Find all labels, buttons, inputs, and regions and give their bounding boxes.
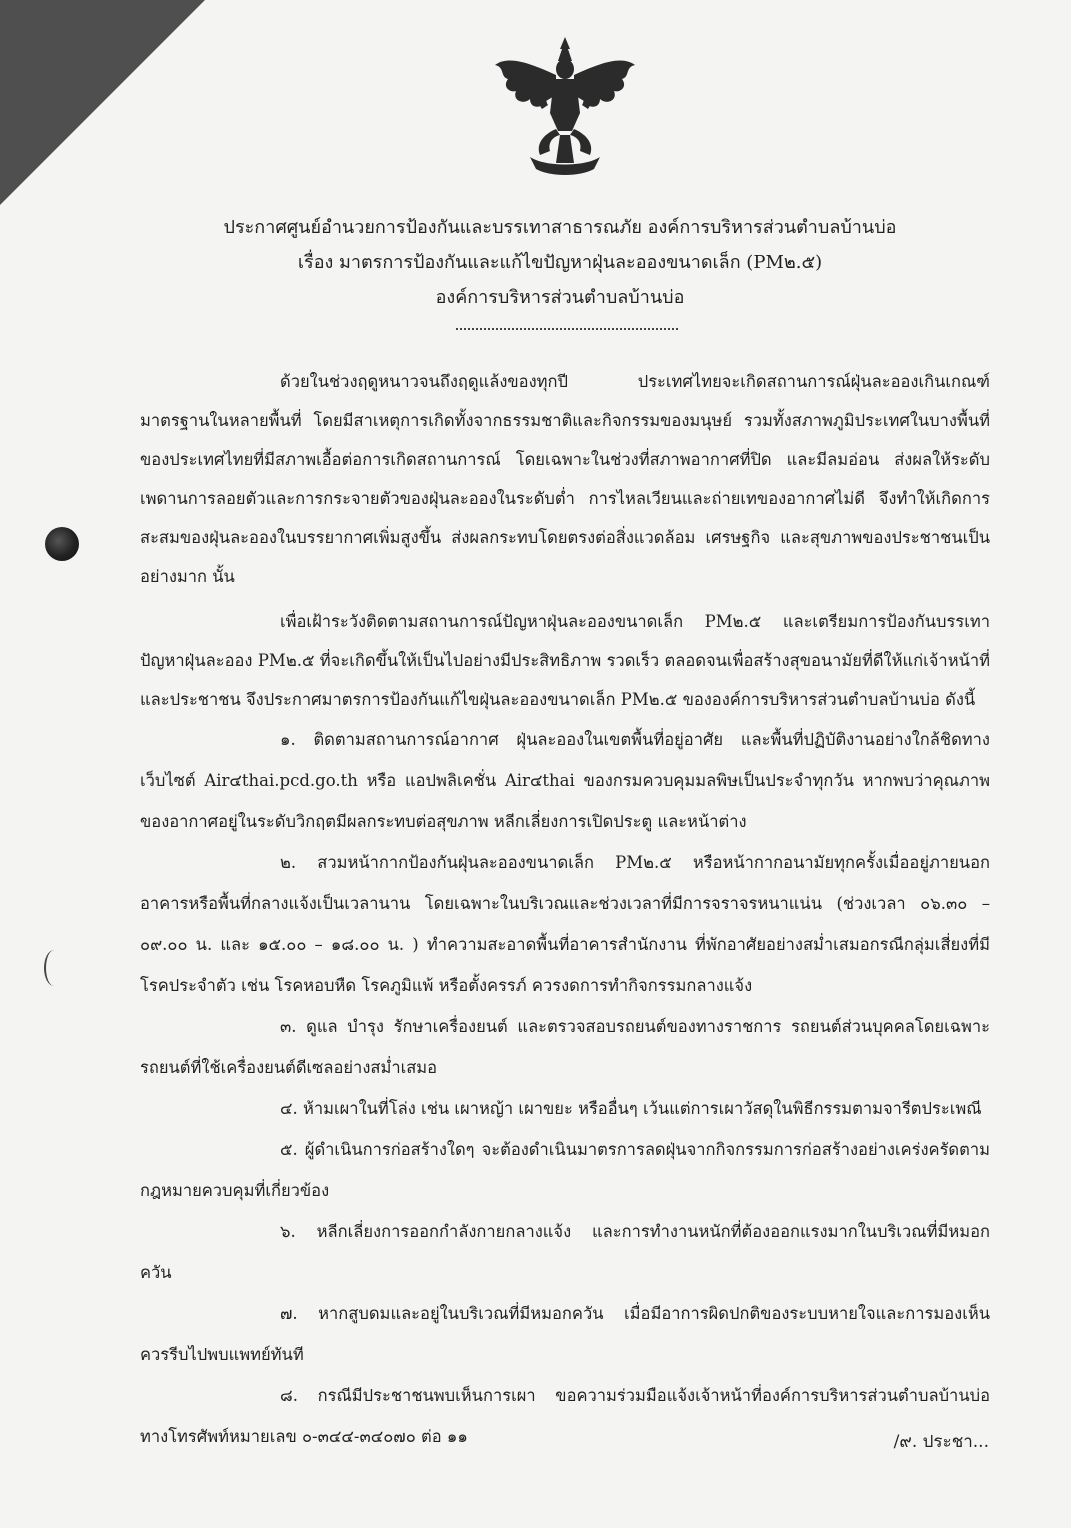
measure-item-6: ๖. หลีกเลี่ยงการออกกำลังกายกลางแจ้ง และการทำงานหนักที่ต้องออกแรงมากในบริเวณที่มีหมอกควัน (140, 1222, 990, 1282)
measure-item-5: ๕. ผู้ดำเนินการก่อสร้างใดๆ จะต้องดำเนินมาตรการลดฝุ่นจากกิจกรรมการก่อสร้างอย่างเคร่งครัดตามกฎหมายควบคุมที่เกี่ยวข้อง (140, 1140, 990, 1200)
announcement-header (130, 210, 990, 315)
header-line-1: ประกาศศูนย์อำนวยการป้องกันและบรรเทาสาธารณภัย องค์การบริหารส่วนตำบลบ้านบ่อ (223, 217, 897, 238)
measure-item-8: ๘. กรณีมีประชาชนพบเห็นการเผา ขอความร่วมมือแจ้งเจ้าหน้าที่องค์การบริหารส่วนตำบลบ้านบ่อ ทางโทรศัพท์หมายเลข ๐-๓๔๔-๓๔๐๗๐ ต่อ ๑๑ (140, 1386, 990, 1446)
measure-item-4: ๔. ห้ามเผาในที่โล่ง เช่น เผาหญ้า เผาขยะ หรืออื่นๆ เว้นแต่การเผาวัสดุในพิธีกรรมตามจารีตประเพณี (280, 1099, 982, 1118)
scan-corner-shadow (0, 0, 205, 205)
measure-item-1: ๑. ติดตามสถานการณ์อากาศ ฝุ่นละอองในเขตพื้นที่อยู่อาศัย และพื้นที่ปฏิบัติงานอย่างใกล้ชิดทางเว็บไซต์ Air๔thai.pcd.go.th หรือ แอปพลิเคชั่น Air๔thai ของกรมควบคุมมลพิษเป็นประจำทุกวัน หากพบว่าคุณภาพของอากาศอยู่ในระดับวิกฤตมีผลกระทบต่อสุขภาพ หลีกเลี่ยงการเปิดประตู และหน้าต่าง (140, 730, 990, 831)
announcement-body (140, 362, 990, 1457)
purpose-paragraph: เพื่อเฝ้าระวังติดตามสถานการณ์ปัญหาฝุ่นละอองขนาดเล็ก PM๒.๕ และเตรียมการป้องกันบรรเทาปัญหาฝุ่นละออง PM๒.๕ ที่จะเกิดขึ้นให้เป็นไปอย่างมีประสิทธิภาพ รวดเร็ว ตลอดจนเพื่อสร้างสุขอนามัยที่ดีให้แก่เจ้าหน้าที่และประชาชน จึงประกาศมาตรการป้องกันแก้ไขฝุ่นละอองขนาดเล็ก PM๒.๕ ขององค์การบริหารส่วนตำบลบ้านบ่อ ดังนี้ (140, 612, 990, 709)
measure-item-3: ๓. ดูแล บำรุง รักษาเครื่องยนต์ และตรวจสอบรถยนต์ของทางราชการ รถยนต์ส่วนบุคคลโดยเฉพาะรถยนต์ที่ใช้เครื่องยนต์ดีเซลอย่างสม่ำเสมอ (140, 1017, 990, 1077)
measure-item-7: ๗. หากสูบดมและอยู่ในบริเวณที่มีหมอกควัน เมื่อมีอาการผิดปกติของระบบหายใจและการมองเห็น ควรรีบไปพบแพทย์ทันที (140, 1304, 990, 1364)
garuda-emblem-icon (490, 35, 640, 180)
punch-hole (45, 527, 79, 561)
margin-mark (44, 950, 64, 986)
header-subject: เรื่อง มาตรการป้องกันและแก้ไขปัญหาฝุ่นละอองขนาดเล็ก (PM๒.๕) (297, 252, 823, 273)
continuation-marker: /๙. ประชา... (893, 1432, 989, 1452)
dotted-divider (456, 328, 678, 330)
intro-paragraph: ด้วยในช่วงฤดูหนาวจนถึงฤดูแล้งของทุกปี ประเทศไทยจะเกิดสถานการณ์ฝุ่นละอองเกินเกณฑ์มาตรฐานในหลายพื้นที่ โดยมีสาเหตุการเกิดทั้งจากธรรมชาติและกิจกรรมของมนุษย์ รวมทั้งสภาพภูมิประเทศในบางพื้นที่ของประเทศไทยที่มีสภาพเอื้อต่อการเกิดสถานการณ์ โดยเฉพาะในช่วงที่สภาพอากาศที่ปิด และมีลมอ่อน ส่งผลให้ระดับเพดานการลอยตัวและการกระจายตัวของฝุ่นละอองในระดับต่ำ การไหลเวียนและถ่ายเทของอากาศไม่ดี จึงทำให้เกิดการสะสมของฝุ่นละอองในบรรยากาศเพิ่มสูงขึ้น ส่งผลกระทบโดยตรงต่อสิ่งแวดล้อม เศรษฐกิจ และสุขภาพของประชาชนเป็นอย่างมาก นั้น (140, 372, 990, 586)
header-organization: องค์การบริหารส่วนตำบลบ้านบ่อ (435, 287, 685, 308)
measure-item-2: ๒. สวมหน้ากากป้องกันฝุ่นละอองขนาดเล็ก PM๒.๕ หรือหน้ากากอนามัยทุกครั้งเมื่ออยู่ภายนอกอาคารหรือพื้นที่กลางแจ้งเป็นเวลานาน โดยเฉพาะในบริเวณและช่วงเวลาที่มีการจราจรหนาแน่น (ช่วงเวลา ๐๖.๓๐ – ๐๙.๐๐ น. และ ๑๕.๐๐ – ๑๘.๐๐ น. ) ทำความสะอาดพื้นที่อาคารสำนักงาน ที่พักอาศัยอย่างสม่ำเสมอกรณีกลุ่มเสี่ยงที่มีโรคประจำตัว เช่น โรคหอบหืด โรคภูมิแพ้ หรือตั้งครรภ์ ควรงดการทำกิจกรรมกลางแจ้ง (140, 853, 990, 995)
